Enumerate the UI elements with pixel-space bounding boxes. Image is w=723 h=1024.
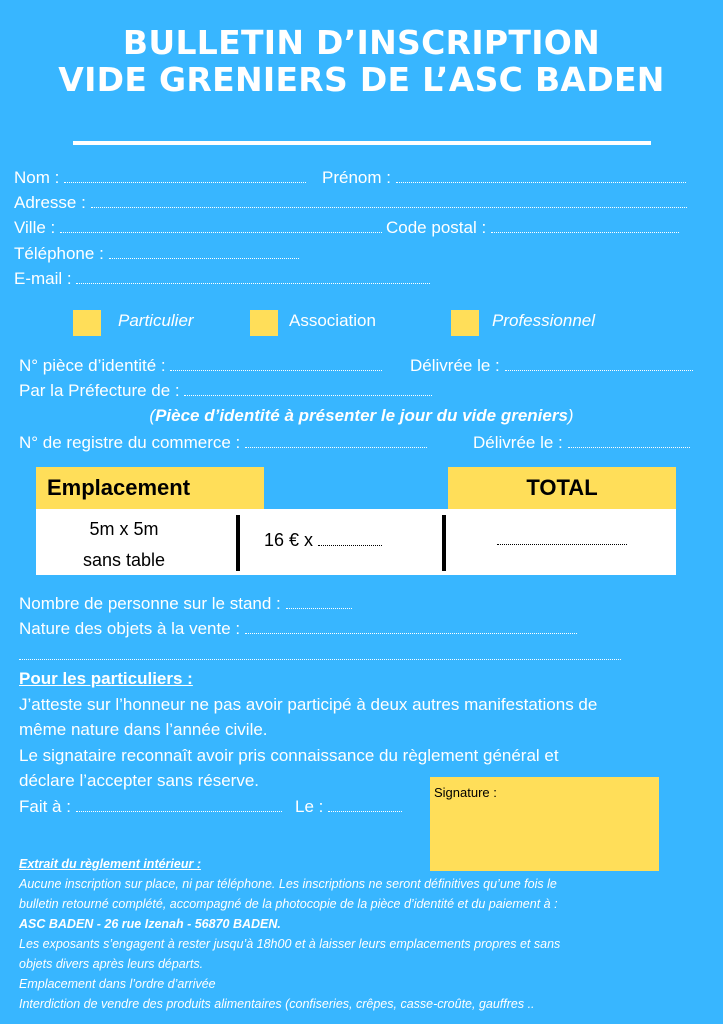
particulier-label: Particulier — [118, 311, 194, 330]
emplacement-header: Emplacement — [36, 467, 264, 509]
telephone-blank[interactable] — [109, 244, 299, 259]
telephone-label: Téléphone : — [14, 244, 104, 263]
nature-blank[interactable] — [245, 619, 577, 634]
reglement-line-6: Emplacement dans l’ordre d’arrivée — [19, 977, 216, 991]
professionnel-checkbox[interactable] — [451, 310, 479, 336]
professionnel-label: Professionnel — [492, 311, 596, 330]
signature-label: Signature : — [434, 785, 497, 800]
email-field[interactable] — [14, 269, 430, 289]
price-label: 16 € x — [264, 530, 314, 550]
delivree2-blank[interactable] — [568, 433, 690, 448]
email-label: E-mail : — [14, 269, 72, 288]
total-blank[interactable] — [497, 530, 627, 545]
prenom-label: Prénom : — [322, 168, 391, 187]
identity-note — [0, 406, 723, 426]
table-divider-1 — [236, 515, 240, 571]
total-field[interactable] — [497, 530, 627, 550]
code-postal-field[interactable] — [386, 218, 679, 238]
reglement-line-7: Interdiction de vendre des produits alimentaires (confiseries, crêpes, casse-croûte, gauffres .. — [19, 997, 535, 1011]
nature-label: Nature des objets à la vente : — [19, 619, 241, 638]
delivree2-field[interactable] — [473, 433, 690, 453]
nom-field[interactable] — [14, 168, 306, 188]
emplacement-size-line-1: 5m x 5m — [89, 519, 159, 539]
fait-label: Fait à : — [19, 797, 71, 816]
prefecture-blank[interactable] — [184, 381, 432, 396]
title-line-1: BULLETIN D’INSCRIPTION — [122, 23, 601, 62]
piece-identite-blank[interactable] — [170, 356, 382, 371]
prenom-blank[interactable] — [396, 168, 686, 183]
fait-blank[interactable] — [76, 797, 282, 812]
fait-field[interactable] — [19, 797, 282, 817]
delivree-label: Délivrée le : — [410, 356, 500, 375]
reglement-line-4: Les exposants s’engagent à rester jusqu’à 18h00 et à laisser leurs emplacements propres et sans — [19, 937, 561, 951]
nom-blank[interactable] — [64, 168, 306, 183]
particuliers-line-4: déclare l’accepter sans réserve. — [19, 771, 260, 790]
date-field[interactable] — [295, 797, 402, 817]
quantity-blank[interactable] — [318, 531, 382, 546]
personnes-blank[interactable] — [286, 594, 352, 609]
particuliers-line-1: J’atteste sur l’honneur ne pas avoir participé à deux autres manifestations de — [19, 695, 598, 714]
email-blank[interactable] — [76, 269, 430, 284]
prenom-field[interactable] — [322, 168, 686, 188]
delivree-blank[interactable] — [505, 356, 693, 371]
ville-label: Ville : — [14, 218, 56, 237]
emplacement-size-line-2: sans table — [82, 550, 166, 570]
ville-blank[interactable] — [60, 218, 382, 233]
particuliers-heading: Pour les particuliers : — [19, 669, 193, 688]
registre-label: N° de registre du commerce : — [19, 433, 241, 452]
piece-identite-label: N° pièce d’identité : — [19, 356, 166, 375]
reglement-line-5: objets divers après leurs départs. — [19, 957, 204, 971]
code-postal-blank[interactable] — [491, 218, 679, 233]
total-header: TOTAL — [448, 467, 676, 509]
identity-note-close: ) — [567, 406, 574, 425]
adresse-blank[interactable] — [91, 193, 687, 208]
registre-field[interactable] — [19, 433, 427, 453]
reglement-line-1: Aucune inscription sur place, ni par téléphone. Les inscriptions ne seront définitives qu’une fois le — [19, 877, 557, 891]
reglement-heading: Extrait du règlement intérieur : — [19, 857, 201, 871]
personnes-field[interactable] — [19, 594, 352, 614]
prefecture-field[interactable] — [19, 381, 432, 401]
prefecture-label: Par la Préfecture de : — [19, 381, 180, 400]
registre-blank[interactable] — [245, 433, 427, 448]
title-divider — [73, 141, 651, 145]
nature-extra-blank[interactable] — [19, 645, 621, 660]
reglement-line-2: bulletin retourné complété, accompagné de la photocopie de la pièce d’identité et du paiement à : — [19, 897, 558, 911]
piece-identite-field[interactable] — [19, 356, 382, 376]
identity-note-open: ( — [149, 406, 156, 425]
signature-box[interactable] — [430, 777, 659, 871]
emplacement-size — [36, 514, 212, 576]
date-label: Le : — [295, 797, 324, 816]
adresse-label: Adresse : — [14, 193, 86, 212]
association-checkbox[interactable] — [250, 310, 278, 336]
title-line-2: VIDE GRENIERS DE L’ASC BADEN — [58, 60, 665, 99]
reglement-address: ASC BADEN - 26 rue Izenah - 56870 BADEN. — [19, 917, 281, 931]
telephone-field[interactable] — [14, 244, 299, 264]
personnes-label: Nombre de personne sur le stand : — [19, 594, 281, 613]
particulier-checkbox[interactable] — [73, 310, 101, 336]
delivree-field[interactable] — [410, 356, 693, 376]
nature-field[interactable] — [19, 619, 577, 639]
nom-label: Nom : — [14, 168, 60, 187]
nature-extra-field[interactable] — [19, 645, 621, 665]
delivree2-label: Délivrée le : — [473, 433, 563, 452]
identity-note-text: Pièce d’identité à présenter le jour du vide greniers — [155, 406, 568, 425]
price-field[interactable] — [264, 530, 382, 551]
code-postal-label: Code postal : — [386, 218, 487, 237]
particuliers-line-2: même nature dans l’année civile. — [19, 720, 268, 739]
ville-field[interactable] — [14, 218, 382, 238]
particuliers-line-3: Le signataire reconnaît avoir pris connaissance du règlement général et — [19, 746, 559, 765]
association-label: Association — [289, 311, 376, 330]
date-blank[interactable] — [328, 797, 402, 812]
adresse-field[interactable] — [14, 193, 687, 213]
table-divider-2 — [442, 515, 446, 571]
